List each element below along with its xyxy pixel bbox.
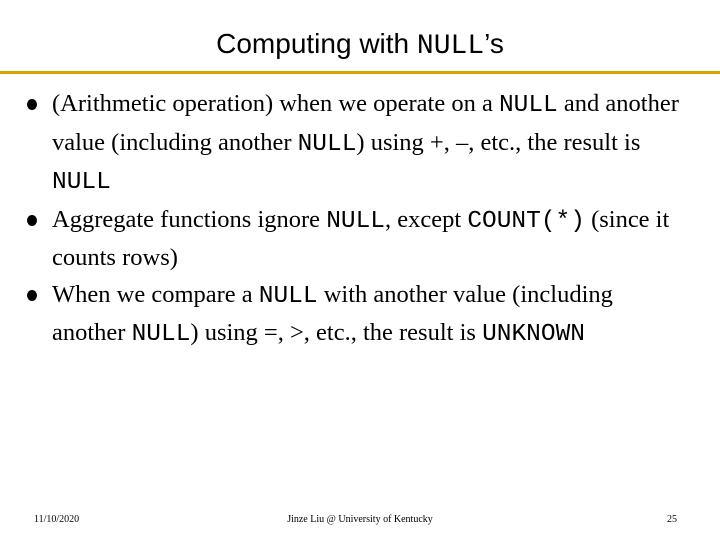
bullet-dot-icon <box>27 99 37 110</box>
bullet-text: When we compare a <box>52 280 259 308</box>
bullet-text: , except <box>385 205 468 233</box>
footer-page-number: 25 <box>667 514 677 525</box>
bullet-item <box>0 86 720 202</box>
footer-author: Jinze Liu @ University of Kentucky <box>287 514 433 525</box>
code-text: UNKNOWN <box>482 321 585 348</box>
code-text: NULL <box>52 169 111 196</box>
title-suffix: ’s <box>484 28 504 59</box>
bullet-text: Aggregate functions ignore <box>52 205 327 233</box>
bullet-text: with another value (including another <box>52 280 613 346</box>
bullet-item <box>0 202 720 277</box>
bullet-text: ) using +, –, etc., the result is <box>356 128 641 156</box>
code-text: NULL <box>498 92 558 119</box>
footer-date: 11/10/2020 <box>34 514 80 525</box>
code-text: NULL <box>258 282 318 310</box>
bullet-dot-icon <box>27 290 37 301</box>
code-text: COUNT(*) <box>467 207 585 235</box>
bullet-text: (Arithmetic operation) when we operate on a <box>52 90 499 117</box>
bullet-item <box>0 277 720 354</box>
bullet-list <box>0 86 720 354</box>
bullet-text: ) using =, >, etc., the result is <box>190 319 483 346</box>
bullet-text: (since it counts rows) <box>52 205 670 271</box>
code-text: NULL <box>131 321 191 348</box>
bullet-dot-icon <box>27 215 37 226</box>
title-code: NULL <box>416 31 485 62</box>
code-text: NULL <box>326 207 385 235</box>
bullet-text: and another value (including another <box>52 90 679 156</box>
title-prefix: Computing with <box>216 28 417 59</box>
title-divider <box>0 71 720 74</box>
slide-title <box>0 26 720 65</box>
code-text: NULL <box>297 130 357 158</box>
